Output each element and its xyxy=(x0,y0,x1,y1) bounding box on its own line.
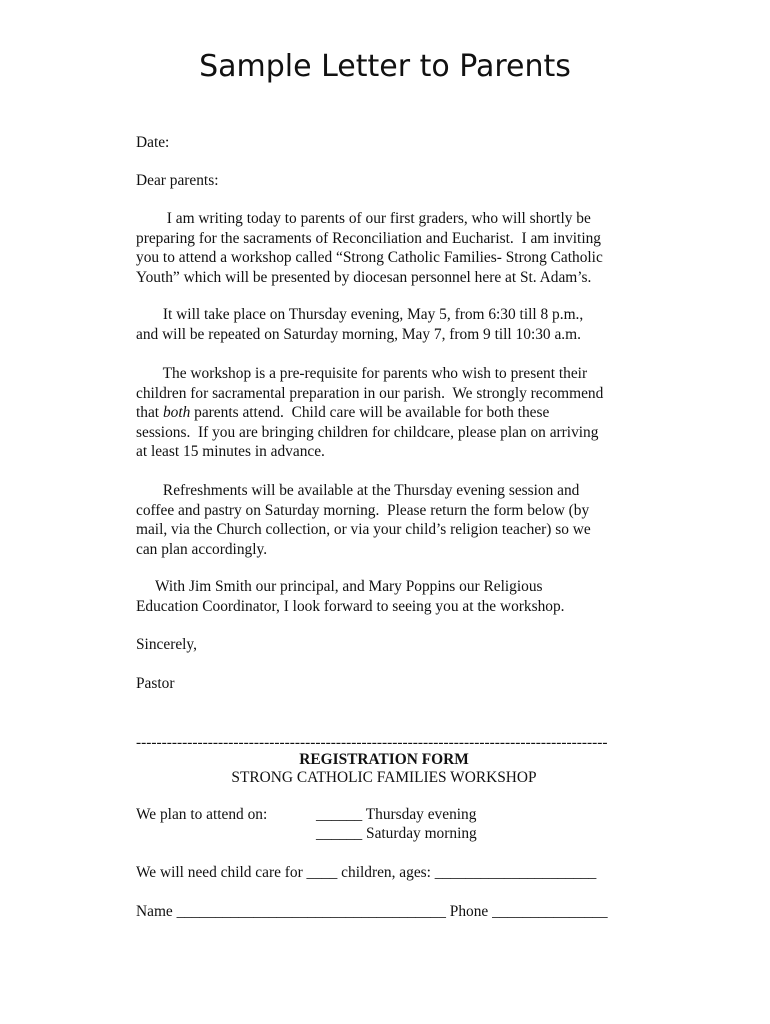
paragraph-line: children for sacramental preparation in our parish. We strongly recommend xyxy=(136,384,604,402)
paragraph-line: Refreshments will be available at the Thursday evening session and xyxy=(136,482,580,499)
attend-label: We plan to attend on: xyxy=(136,806,268,823)
paragraph-line: With Jim Smith our principal, and Mary Poppins our Religious xyxy=(136,578,543,595)
paragraph-line: coffee and pastry on Saturday morning. Please return the form below (by xyxy=(136,501,590,519)
cut-line-divider: -------------------------------------------------------------------------------------------- xyxy=(136,734,608,751)
closing: Sincerely, xyxy=(136,636,197,653)
salutation: Dear parents: xyxy=(136,172,219,189)
paragraph-line: I am writing today to parents of our first graders, who will shortly be xyxy=(136,210,591,227)
paragraph-refreshments xyxy=(136,481,591,559)
emphasized-word: both xyxy=(162,404,191,421)
paragraph-line: sessions. If you are bringing children for childcare, please plan on arriving xyxy=(136,423,599,441)
form-heading: REGISTRATION FORM xyxy=(299,751,469,768)
paragraph-line: Youth” which will be presented by diocesan personnel here at St. Adam’s. xyxy=(136,268,592,286)
paragraph-line: can plan accordingly. xyxy=(136,540,268,558)
paragraph-line xyxy=(136,403,603,423)
paragraph-line: The workshop is a pre-requisite for parents who wish to present their xyxy=(136,365,588,382)
option-thursday[interactable]: ______ Thursday evening xyxy=(316,806,477,823)
signature: Pastor xyxy=(136,675,175,692)
paragraph-line: mail, via the Church collection, or via your child’s religion teacher) so we xyxy=(136,521,591,538)
paragraph-invitation xyxy=(136,209,603,287)
date-label: Date: xyxy=(136,134,170,151)
paragraph-line: you to attend a workshop called “Strong Catholic Families- Strong Catholic xyxy=(136,249,603,266)
name-phone-line[interactable]: Name ___________________________________ Phone _______________ xyxy=(136,903,608,920)
paragraph-line: at least 15 minutes in advance. xyxy=(136,443,325,460)
paragraph-schedule xyxy=(136,305,583,344)
paragraph-requirements xyxy=(136,364,603,462)
option-saturday[interactable]: ______ Saturday morning xyxy=(316,825,477,842)
paragraph-line: Education Coordinator, I look forward to seeing you at the workshop. xyxy=(136,597,565,615)
form-subheading: STRONG CATHOLIC FAMILIES WORKSHOP xyxy=(231,769,537,786)
text-run: parents attend. Child care will be available for both these xyxy=(190,404,550,421)
text-run: that xyxy=(136,404,163,421)
paragraph-line: preparing for the sacraments of Reconciliation and Eucharist. I am inviting xyxy=(136,229,601,247)
page-title: Sample Letter to Parents xyxy=(199,49,571,84)
paragraph-line: and will be repeated on Saturday morning, May 7, from 9 till 10:30 a.m. xyxy=(136,325,581,343)
childcare-line[interactable]: We will need child care for ____ children, ages: _____________________ xyxy=(136,864,597,881)
paragraph-line: It will take place on Thursday evening, May 5, from 6:30 till 8 p.m., xyxy=(136,306,584,323)
paragraph-closing-remarks xyxy=(136,577,565,616)
